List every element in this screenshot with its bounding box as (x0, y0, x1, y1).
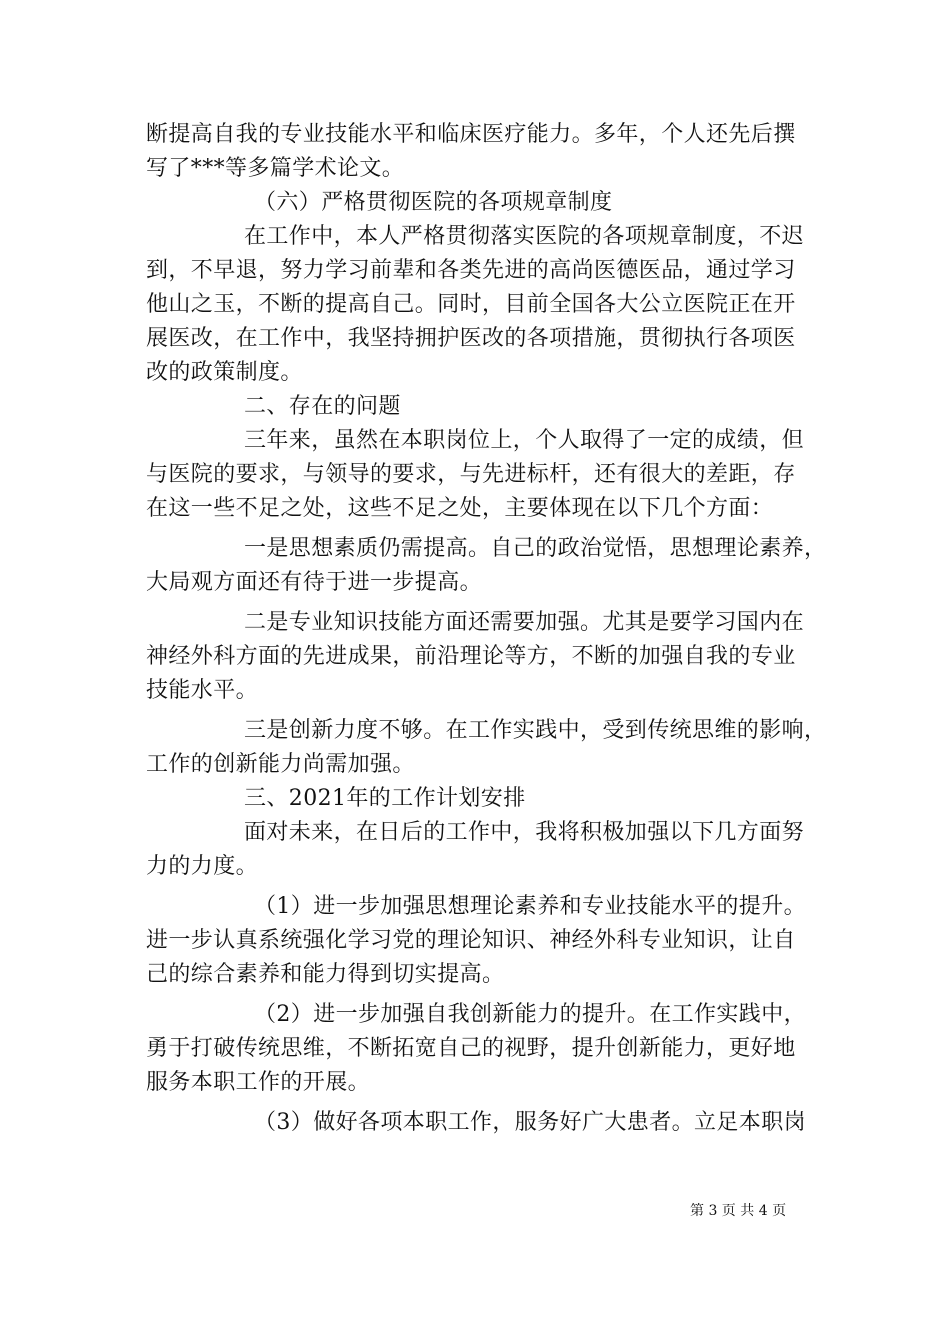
text-line: 力的力度。 (146, 854, 259, 879)
text-line: 他山之玉，不断的提高自己。同时，目前全国各大公立医院正在开 (146, 292, 796, 317)
text-line: 三是创新力度不够。在工作实践中，受到传统思维的影响， (244, 718, 827, 743)
text-line: （3）做好各项本职工作，服务好广大患者。立足本职岗 (254, 1110, 806, 1135)
text-line: 改的政策制度。 (146, 360, 303, 385)
text-line: 己的综合素养和能力得到切实提高。 (146, 962, 505, 987)
document-body (146, 118, 827, 1140)
text-line: 进一步认真系统强化学习党的理论知识、神经外科专业知识，让自 (146, 928, 796, 953)
text-line: 到，不早退，努力学习前辈和各类先进的高尚医德医品，通过学习 (146, 258, 796, 283)
text-line: 在工作中，本人严格贯彻落实医院的各项规章制度，不迟 (244, 224, 805, 249)
section-heading: 三、2021年的工作计划安排 (244, 786, 526, 811)
text-line: 与医院的要求，与领导的要求，与先进标杆，还有很大的差距，存 (146, 462, 796, 487)
text-line: 技能水平。 (146, 678, 259, 703)
text-line: 工作的创新能力尚需加强。 (146, 752, 415, 777)
text-line: 二是专业知识技能方面还需要加强。尤其是要学习国内在 (244, 610, 805, 635)
text-line: 写了***等多篇学术论文。 (146, 156, 405, 181)
text-line: 一是思想素质仍需提高。自己的政治觉悟，思想理论素养， (244, 536, 827, 561)
text-line: 勇于打破传统思维，不断拓宽自己的视野，提升创新能力，更好地 (146, 1036, 796, 1061)
text-line: 面对未来，在日后的工作中，我将积极加强以下几方面努 (244, 820, 805, 845)
text-line: 大局观方面还有待于进一步提高。 (146, 570, 483, 595)
text-line: 神经外科方面的先进成果，前沿理论等方，不断的加强自我的专业 (146, 644, 796, 669)
text-line: （2）进一步加强自我创新能力的提升。在工作实践中， (254, 1002, 806, 1027)
text-line: 服务本职工作的开展。 (146, 1070, 371, 1095)
text-line: 三年来，虽然在本职岗位上，个人取得了一定的成绩，但 (244, 428, 805, 453)
text-line: 展医改，在工作中，我坚持拥护医改的各项措施，贯彻执行各项医 (146, 326, 796, 351)
page-number: 第 3 页 共 4 页 (690, 1203, 787, 1219)
text-line: 在这一些不足之处，这些不足之处，主要体现在以下几个方面： (146, 496, 774, 521)
text-line: 断提高自我的专业技能水平和临床医疗能力。多年，个人还先后撰 (146, 122, 796, 147)
section-heading: 二、存在的问题 (244, 394, 401, 419)
section-heading: （六）严格贯彻医院的各项规章制度 (254, 190, 613, 215)
text-line: （1）进一步加强思想理论素养和专业技能水平的提升。 (254, 894, 806, 919)
